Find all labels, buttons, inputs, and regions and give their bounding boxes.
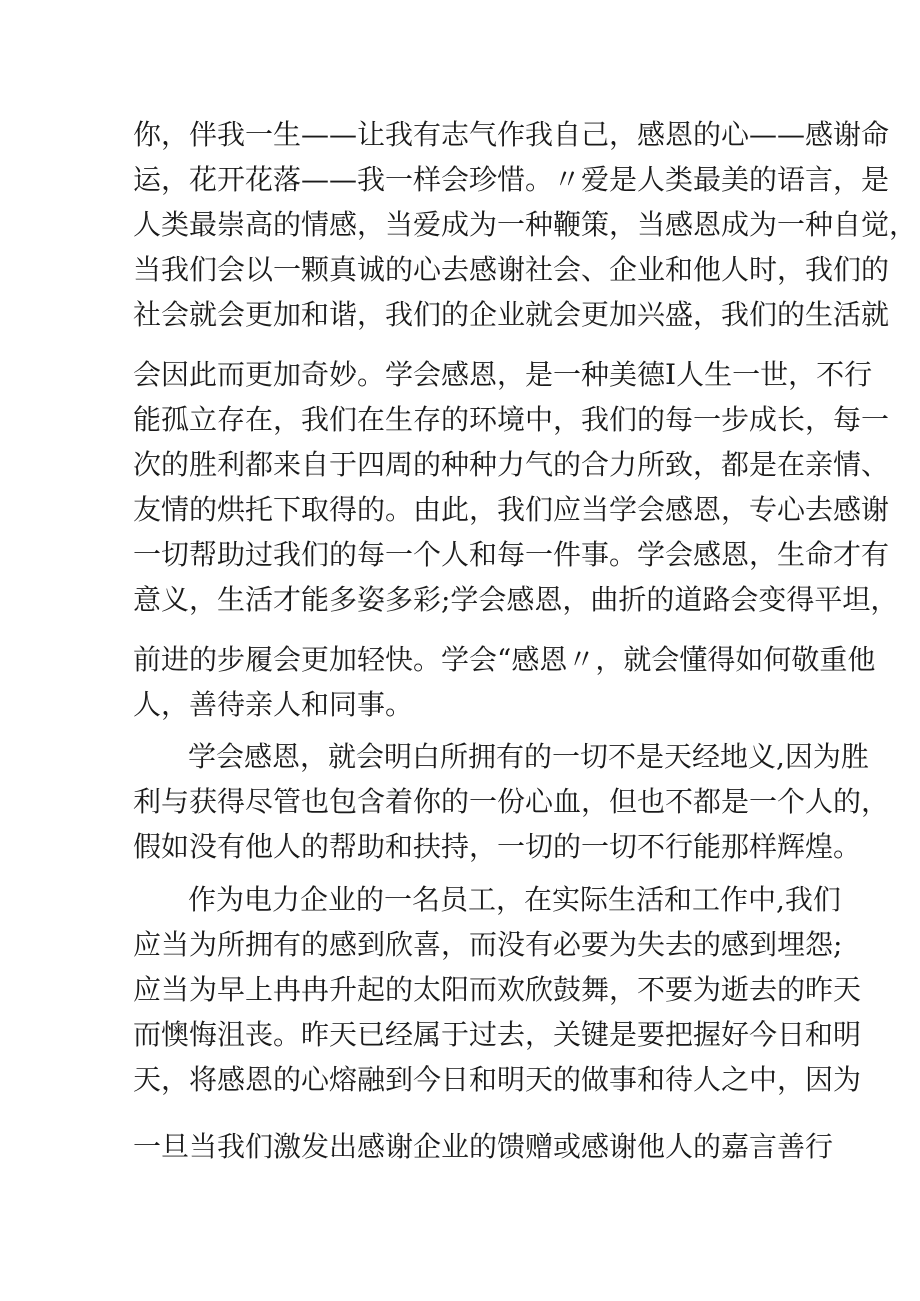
paragraph-line: 利与获得尽管也包含着你的一份心血，但也不都是一个人的， — [133, 785, 890, 818]
paragraph-line: 人，善待亲人和同事。 — [133, 688, 414, 721]
paragraph-line: 而懊悔沮丧。昨天已经属于过去，关键是要把握好今日和明 — [133, 1018, 862, 1051]
paragraph-line: 作为电力企业的一名员工，在实际生活和工作中,我们 — [188, 883, 841, 916]
paragraph-line: 应当为早上冉冉升起的太阳而欢欣鼓舞，不要为逝去的昨天 — [133, 973, 862, 1006]
paragraph-line: 应当为所拥有的感到欣喜，而没有必要为失去的感到埋怨; — [133, 928, 843, 961]
paragraph-line: 意义，生活才能多姿多彩;学会感恩，曲折的道路会变得平坦， — [133, 583, 899, 616]
paragraph-line: 社会就会更加和谐，我们的企业就会更加兴盛，我们的生活就 — [133, 298, 890, 331]
paragraph-line: 人类最崇高的情感，当爱成为一种鞭策，当感恩成为一种自觉， — [133, 208, 918, 241]
paragraph-line: 你，伴我一生——让我有志气作我自己，感恩的心——感谢命 — [133, 118, 890, 151]
paragraph-line: 会因此而更加奇妙。学会感恩，是一种美德I人生一世，不行 — [133, 358, 873, 391]
paragraph-line: 能孤立存在，我们在生存的环境中，我们的每一步成长，每一 — [133, 403, 890, 436]
paragraph-line: 天，将感恩的心熔融到今日和明天的做事和待人之中，因为 — [133, 1063, 862, 1096]
paragraph-line: 友情的烘托下取得的。由此，我们应当学会感恩，专心去感谢 — [133, 493, 890, 526]
paragraph-line: 前进的步履会更加轻快。学会“感恩〃，就会懂得如何敬重他 — [133, 643, 876, 676]
paragraph-line: 次的胜利都来自于四周的种种力气的合力所致，都是在亲情、 — [133, 448, 890, 481]
paragraph-line: 一切帮助过我们的每一个人和每一件事。学会感恩，生命才有 — [133, 538, 890, 571]
paragraph-line: 当我们会以一颗真诚的心去感谢社会、企业和他人时，我们的 — [133, 253, 890, 286]
paragraph-line: 假如没有他人的帮助和扶持，一切的一切不行能那样辉煌。 — [133, 830, 862, 863]
paragraph-line: 学会感恩，就会明白所拥有的一切不是天经地义,因为胜 — [188, 740, 869, 773]
paragraph-line: 一旦当我们激发出感谢企业的馈赠或感谢他人的嘉言善行 — [133, 1130, 834, 1163]
paragraph-line: 运，花开花落——我一样会珍惜。〃爱是人类最美的语言，是 — [133, 163, 890, 196]
